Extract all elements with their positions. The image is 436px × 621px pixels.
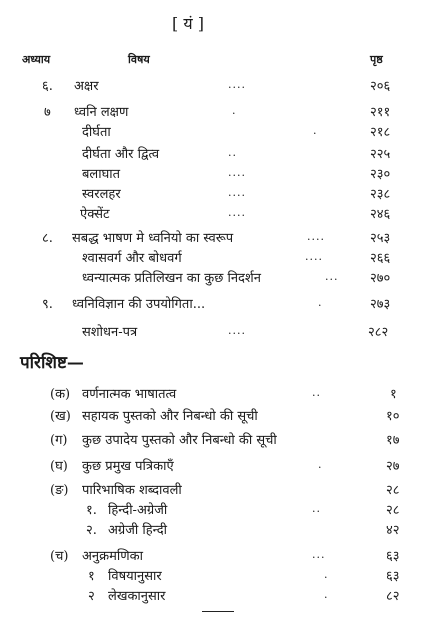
toc-leader: ....	[228, 166, 246, 179]
toc-entry-title: ध्वनिविज्ञान की उपयोगिता...	[72, 297, 206, 312]
toc-chapter-number: ८.	[42, 231, 53, 246]
toc-page-number: २८२	[368, 325, 389, 340]
appendix-page-number: ४२	[386, 523, 400, 538]
toc-entry-title: श्वासवर्ग और बोधवर्ग	[82, 251, 182, 266]
appendix-item-title: पारिभाषिक शब्दावली	[82, 483, 182, 498]
appendix-page-number: १०	[386, 409, 400, 424]
appendix-item-title: सहायक पुस्तको और निबन्धो की सूची	[82, 409, 258, 424]
toc-page-number: २३०	[370, 167, 391, 182]
appendix-leader: .	[318, 458, 323, 471]
toc-page-number: २७०	[370, 271, 391, 286]
toc-leader: ....	[228, 78, 246, 91]
toc-page-number: २६६	[370, 251, 391, 266]
appendix-item-title: कुछ उपादेय पुस्तको और निबन्धो की सूची	[82, 433, 277, 448]
toc-leader: ..	[228, 146, 237, 159]
appendix-leader: .	[324, 588, 329, 601]
toc-entry-title: ध्वनि लक्षण	[74, 105, 129, 120]
appendix-page-number: २८	[386, 503, 400, 518]
appendix-page-number: ८२	[386, 589, 400, 604]
toc-page-number: २११	[370, 105, 391, 120]
appendix-item-label: २	[88, 589, 95, 604]
toc-entry-title: ध्वन्यात्मक प्रतिलिखन का कुछ निदर्शन	[82, 271, 261, 286]
appendix-item-label: (च)	[50, 549, 69, 564]
toc-entry-title: बलाघात	[82, 167, 121, 182]
appendix-item-title: कुछ प्रमुख पत्रिकाएँ	[82, 459, 174, 474]
appendix-item-label: १	[88, 569, 95, 584]
toc-entry-title: दीर्घता	[82, 125, 111, 140]
appendix-item-title: वर्णनात्मक भाषातत्व	[82, 387, 177, 402]
appendix-leader: ..	[312, 502, 321, 515]
toc-leader: ....	[228, 206, 246, 219]
appendix-item-title: अग्रेजी हिन्दी	[108, 523, 167, 538]
toc-page-number: २५३	[370, 231, 391, 246]
toc-chapter-number: ६.	[42, 79, 53, 94]
appendix-page-number: १७	[386, 433, 400, 448]
page-marker: [ यं ]	[172, 14, 204, 33]
toc-page-number: २२५	[370, 147, 391, 162]
toc-entry-title: दीर्घता और द्वित्व	[82, 147, 160, 162]
column-head-subject: विषय	[128, 53, 150, 66]
toc-entry-title: ऐक्सेंट	[80, 207, 110, 222]
appendix-item-label: (ग)	[50, 433, 68, 448]
toc-leader: ...	[325, 270, 339, 283]
toc-entry-title: सबद्ध भाषण मे ध्वनियो का स्वरूप	[72, 231, 234, 246]
appendix-page-number: २७	[386, 459, 400, 474]
toc-page-number: २०६	[370, 79, 391, 94]
toc-page-number: २३८	[370, 187, 391, 202]
appendix-item-label: (ङ)	[50, 483, 69, 498]
bottom-rule	[202, 611, 234, 612]
toc-leader: .	[313, 124, 318, 137]
appendix-page-number: २८	[386, 483, 400, 498]
appendix-item-title: विषयानुसार	[108, 569, 162, 584]
column-head-chapter: अध्याय	[22, 53, 51, 66]
toc-chapter-number: ९.	[42, 297, 53, 312]
appendix-item-title: हिन्दी-अग्रेजी	[108, 503, 168, 518]
appendix-item-label: (क)	[50, 387, 71, 402]
appendix-leader: ..	[312, 386, 321, 399]
appendix-item-title: अनुक्रमणिका	[82, 549, 144, 564]
appendix-item-label: १.	[86, 503, 97, 518]
appendix-item-label: २.	[86, 523, 97, 538]
appendix-leader: ...	[312, 548, 326, 561]
toc-chapter-number: ७	[44, 105, 51, 120]
toc-page-number: २७३	[370, 297, 391, 312]
appendix-item-title: लेखकानुसार	[108, 589, 166, 604]
toc-entry-title: स्वरलहर	[82, 187, 121, 202]
toc-leader: .	[232, 104, 237, 117]
appendix-leader: .	[324, 568, 329, 581]
toc-leader: .	[318, 296, 323, 309]
appendix-heading: परिशिष्ट—	[20, 353, 84, 373]
toc-leader: ....	[305, 250, 323, 263]
toc-leader: ....	[228, 186, 246, 199]
toc-page-number: २४६	[370, 207, 391, 222]
column-head-page: पृष्ठ	[370, 53, 383, 66]
appendix-item-label: (ख)	[50, 409, 71, 424]
toc-entry-title: सशोधन-पत्र	[82, 325, 138, 340]
toc-entry-title: अक्षर	[74, 79, 99, 94]
appendix-page-number: १	[390, 387, 397, 402]
appendix-item-label: (घ)	[50, 459, 68, 474]
appendix-page-number: ६३	[386, 569, 400, 584]
toc-page-number: २१८	[370, 125, 391, 140]
appendix-page-number: ६३	[386, 549, 400, 564]
toc-leader: ....	[307, 230, 325, 243]
toc-leader: ....	[228, 324, 246, 337]
